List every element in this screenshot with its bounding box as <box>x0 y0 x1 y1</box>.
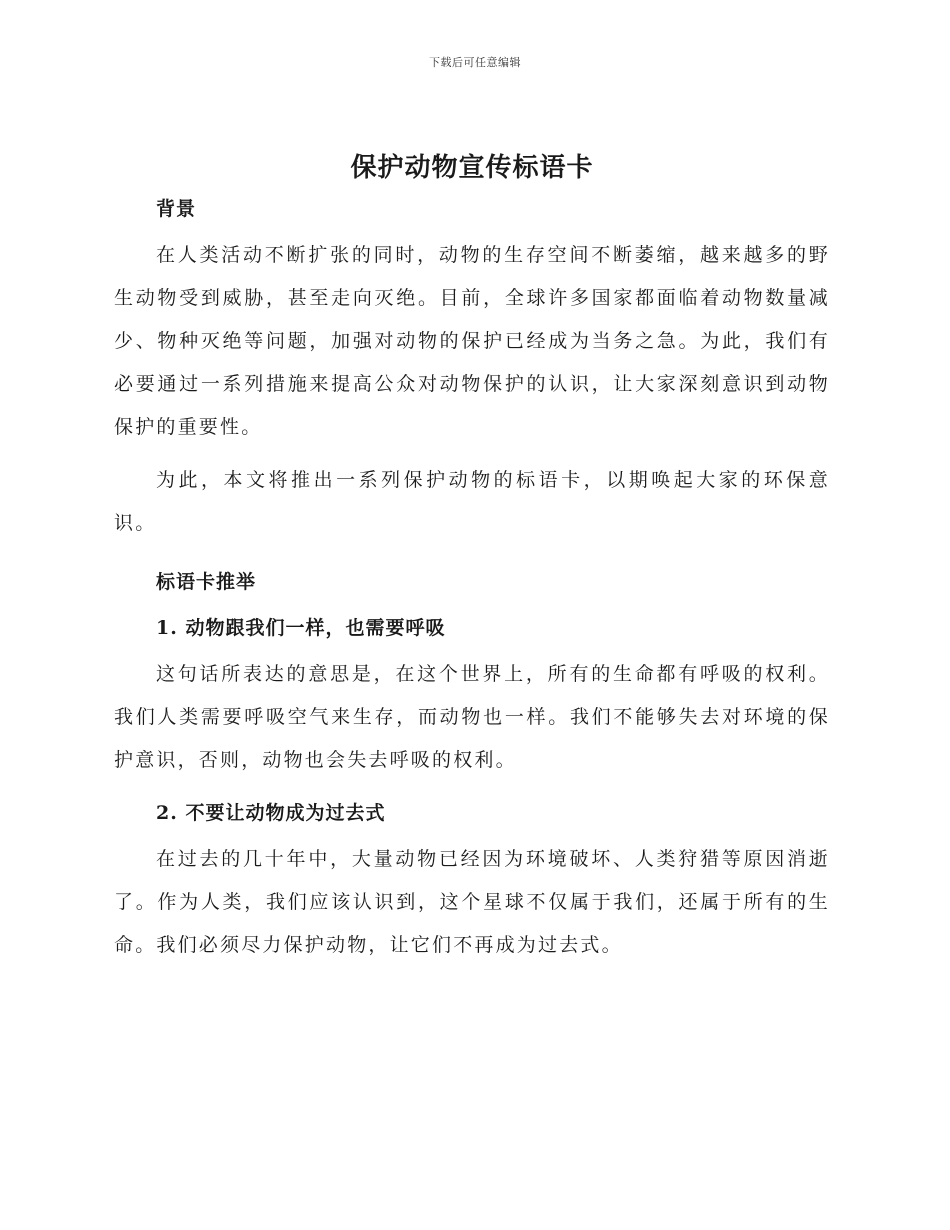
page-header-note: 下载后可任意编辑 <box>429 56 521 69</box>
section-heading-background: 背景 <box>156 198 197 220</box>
document-body <box>114 148 830 967</box>
slogan-paragraph: 这句话所表达的意思是，在这个世界上，所有的生命都有呼吸的权利。我们人类需要呼吸空气来生存，而动物也一样。我们不能够失去对环境的保护意识，否则，动物也会失去呼吸的权利。 <box>114 663 830 771</box>
slogan-paragraph: 在过去的几十年中，大量动物已经因为环境破坏、人类狩猎等原因消逝了。作为人类，我们应该认识到，这个星球不仅属于我们，还属于所有的生命。我们必须尽力保护动物，让它们不再成为过去式。 <box>114 848 830 956</box>
section-heading-slogans: 标语卡推举 <box>156 571 257 593</box>
slogan-heading: 2. 不要让动物成为过去式 <box>156 802 386 824</box>
slogan-heading: 1. 动物跟我们一样，也需要呼吸 <box>156 617 446 639</box>
background-paragraph: 在人类活动不断扩张的同时，动物的生存空间不断萎缩，越来越多的野生动物受到威胁，甚至走向灭绝。目前，全球许多国家都面临着动物数量减少、物种灭绝等问题，加强对动物的保护已经成为当务之急。为此，我们有必要通过一系列措施来提高公众对动物保护的认识，让大家深刻意识到动物保护的重要性。 <box>114 244 830 438</box>
document-title: 保护动物宣传标语卡 <box>350 153 594 183</box>
background-paragraph: 为此，本文将推出一系列保护动物的标语卡，以期唤起大家的环保意识。 <box>114 469 830 534</box>
